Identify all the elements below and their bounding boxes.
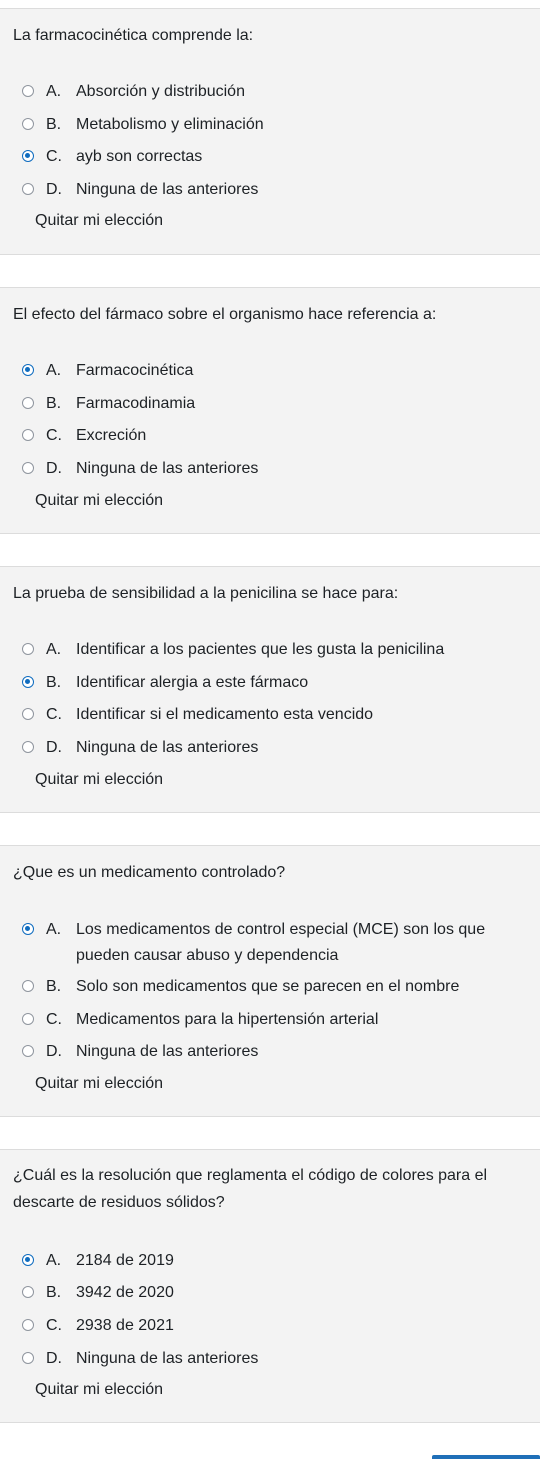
option-text: Ninguna de las anteriores	[76, 739, 259, 756]
option-text: Excreción	[76, 427, 147, 444]
next-page-button[interactable]	[432, 1455, 540, 1459]
radio-button[interactable]	[22, 429, 34, 441]
option-letter: D.	[46, 460, 62, 477]
option-letter: B.	[46, 978, 62, 995]
question-card	[0, 287, 540, 534]
option-text: Identificar alergia a este fármaco	[76, 674, 309, 691]
option-letter: C.	[46, 706, 62, 723]
question-text: La prueba de sensibilidad a la penicilina se hace para:	[13, 585, 399, 602]
question-card	[0, 566, 540, 813]
option-text: Ninguna de las anteriores	[76, 1043, 259, 1060]
question-card	[0, 8, 540, 255]
option-letter: C.	[46, 148, 62, 165]
radio-button[interactable]	[22, 1013, 34, 1025]
option-text: Absorción y distribución	[76, 83, 245, 100]
option-letter: C.	[46, 1317, 62, 1334]
option-letter: B.	[46, 116, 62, 133]
option-letter: A.	[46, 1252, 62, 1269]
radio-button[interactable]	[22, 150, 34, 162]
option-text: Los medicamentos de control especial (MCE) son los que pueden causar abuso y dependencia	[76, 921, 486, 964]
clear-choice-link[interactable]: Quitar mi elección	[35, 771, 164, 788]
question-text: La farmacocinética comprende la:	[13, 27, 254, 44]
option-letter: B.	[46, 395, 62, 412]
radio-button[interactable]	[22, 364, 34, 376]
radio-button[interactable]	[22, 85, 34, 97]
option-letter: D.	[46, 181, 62, 198]
option-letter: A.	[46, 921, 62, 938]
question-text: ¿Que es un medicamento controlado?	[13, 864, 286, 881]
radio-button[interactable]	[22, 397, 34, 409]
radio-button[interactable]	[22, 741, 34, 753]
option-text: 3942 de 2020	[76, 1284, 174, 1301]
radio-button[interactable]	[22, 1319, 34, 1331]
radio-button[interactable]	[22, 1254, 34, 1266]
radio-button[interactable]	[22, 118, 34, 130]
clear-choice-link[interactable]: Quitar mi elección	[35, 1075, 164, 1092]
clear-choice-link[interactable]: Quitar mi elección	[35, 492, 164, 509]
option-letter: C.	[46, 427, 62, 444]
option-text: Identificar si el medicamento esta vencido	[76, 706, 374, 723]
option-text: Farmacodinamia	[76, 395, 196, 412]
option-letter: B.	[46, 674, 62, 691]
radio-button[interactable]	[22, 462, 34, 474]
option-text: Metabolismo y eliminación	[76, 116, 264, 133]
question-text: El efecto del fármaco sobre el organismo hace referencia a:	[13, 306, 437, 323]
option-letter: B.	[46, 1284, 62, 1301]
option-text: Solo son medicamentos que se parecen en el nombre	[76, 978, 460, 995]
clear-choice-link[interactable]: Quitar mi elección	[35, 1381, 164, 1398]
radio-button[interactable]	[22, 183, 34, 195]
radio-button[interactable]	[22, 676, 34, 688]
option-letter: A.	[46, 362, 62, 379]
option-text: Identificar a los pacientes que les gusta la penicilina	[76, 641, 445, 658]
option-letter: A.	[46, 641, 62, 658]
question-text: ¿Cuál es la resolución que reglamenta el código de colores para el descarte de residuos sólidos?	[13, 1167, 488, 1211]
clear-choice-link[interactable]: Quitar mi elección	[35, 212, 164, 229]
radio-button[interactable]	[22, 643, 34, 655]
radio-button[interactable]	[22, 1286, 34, 1298]
option-text: Medicamentos para la hipertensión arterial	[76, 1011, 379, 1028]
option-text: 2938 de 2021	[76, 1317, 174, 1334]
radio-button[interactable]	[22, 1352, 34, 1364]
option-text: 2184 de 2019	[76, 1252, 174, 1269]
option-text: Farmacocinética	[76, 362, 194, 379]
radio-button[interactable]	[22, 708, 34, 720]
option-text: ayb son correctas	[76, 148, 203, 165]
question-card	[0, 1149, 540, 1423]
radio-button[interactable]	[22, 923, 34, 935]
option-text: Ninguna de las anteriores	[76, 181, 259, 198]
radio-button[interactable]	[22, 980, 34, 992]
option-letter: C.	[46, 1011, 62, 1028]
question-card	[0, 845, 540, 1117]
option-letter: D.	[46, 739, 62, 756]
option-letter: D.	[46, 1043, 62, 1060]
radio-button[interactable]	[22, 1045, 34, 1057]
option-text: Ninguna de las anteriores	[76, 460, 259, 477]
option-letter: A.	[46, 83, 62, 100]
option-letter: D.	[46, 1350, 62, 1367]
option-text: Ninguna de las anteriores	[76, 1350, 259, 1367]
